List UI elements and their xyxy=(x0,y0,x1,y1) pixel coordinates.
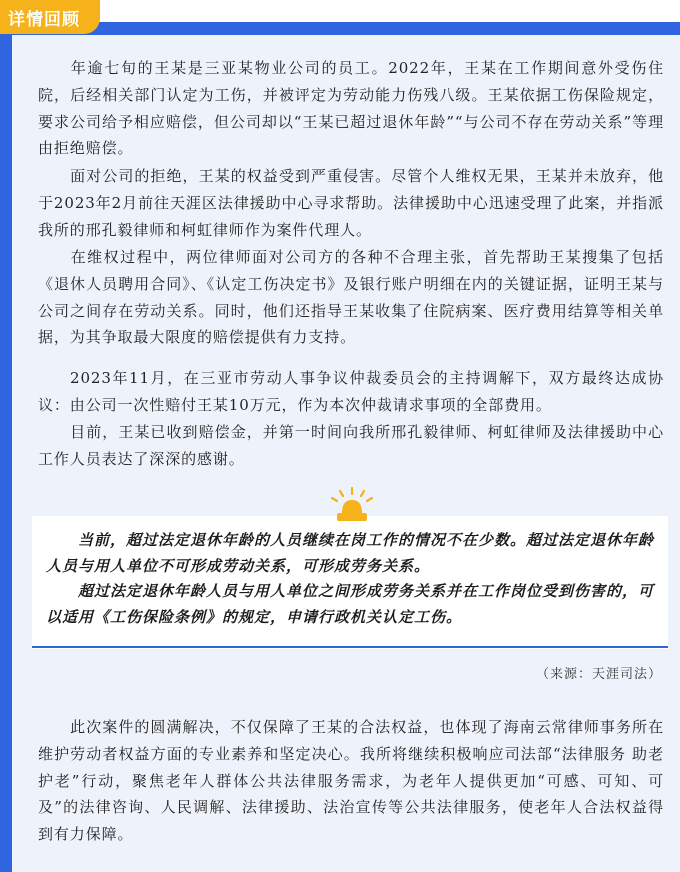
paragraph-4-text: 2023年11月，在三亚市劳动人事争议仲裁委员会的主持调解下，双方最终达成协议：由公司一次性赔付王某10万元，作为本次仲裁请求事项的全部费用。 xyxy=(38,369,664,414)
header-bar xyxy=(0,22,680,35)
paragraph-4 xyxy=(38,365,664,419)
source-note: （来源：天涯司法） xyxy=(535,667,662,682)
paragraph-2 xyxy=(38,163,664,243)
content-panel xyxy=(12,35,680,872)
section-tag-label: 详情回顾 xyxy=(8,9,80,30)
paragraph-5-text: 目前，王某已收到赔偿金，并第一时间向我所邢孔毅律师、柯虹律师及法律援助中心工作人员表达了深深的感谢。 xyxy=(38,423,664,468)
paragraph-2-text: 面对公司的拒绝，王某的权益受到严重侵害。尽管个人维权无果，王某并未放弃，他于2023年2月前往天涯区法律援助中心寻求帮助。法律援助中心迅速受理了此案，并指派我所的邢孔毅律师和柯虹律师作为案件代理人。 xyxy=(38,167,664,239)
left-accent-rail xyxy=(0,0,12,872)
closing-paragraph xyxy=(38,714,664,848)
section-tag xyxy=(0,0,100,34)
alarm-lamp-icon xyxy=(322,487,382,525)
highlight-card xyxy=(32,516,668,649)
closing-paragraph-text: 此次案件的圆满解决，不仅保障了王某的合法权益，也体现了海南云常律师事务所在维护劳动者权益方面的专业素养和坚定决心。我所将继续积极响应司法部“法律服务 助老护老”行动，聚焦老年人群体公共法律服务需求，为老年人提供更加“可感、可知、可及”的法律咨询、人民调解、法律援助、法治宣传等公共法律服务，使老年人合法权益得到有力保障。 xyxy=(38,718,664,844)
highlight-line-1: 当前，超过法定退休年龄的人员继续在岗工作的情况不在少数。超过法定退休年龄人员与用人单位不可形成劳动关系，可形成劳务关系。 xyxy=(46,531,655,575)
paragraph-3 xyxy=(38,244,664,351)
paragraph-1 xyxy=(38,55,664,162)
paragraph-1-text: 年逾七旬的王某是三亚某物业公司的员工。2022年，王某在工作期间意外受伤住院，后经相关部门认定为工伤，并被评定为劳动能力伤残八级。王某依据工伤保险规定，要求公司给予相应赔偿，但公司却以“王某已超过退休年龄”“与公司不存在劳动关系”等理由拒绝赔偿。 xyxy=(38,59,664,158)
paragraph-5 xyxy=(38,419,664,473)
highlight-line-2: 超过法定退休年龄人员与用人单位之间形成劳务关系并在工作岗位受到伤害的，可以适用《工伤保险条例》的规定，申请行政机关认定工伤。 xyxy=(46,582,655,626)
paragraph-3-text: 在维权过程中，两位律师面对公司方的各种不合理主张，首先帮助王某搜集了包括《退休人员聘用合同》、《认定工伤决定书》及银行账户明细在内的关键证据，证明王某与公司之间存在劳动关系。同时，他们还指导王某收集了住院病案、医疗费用结算等相关单据，为其争取最大限度的赔偿提供有力支持。 xyxy=(38,248,664,347)
highlight-text xyxy=(46,528,654,630)
divider-line xyxy=(32,646,668,648)
